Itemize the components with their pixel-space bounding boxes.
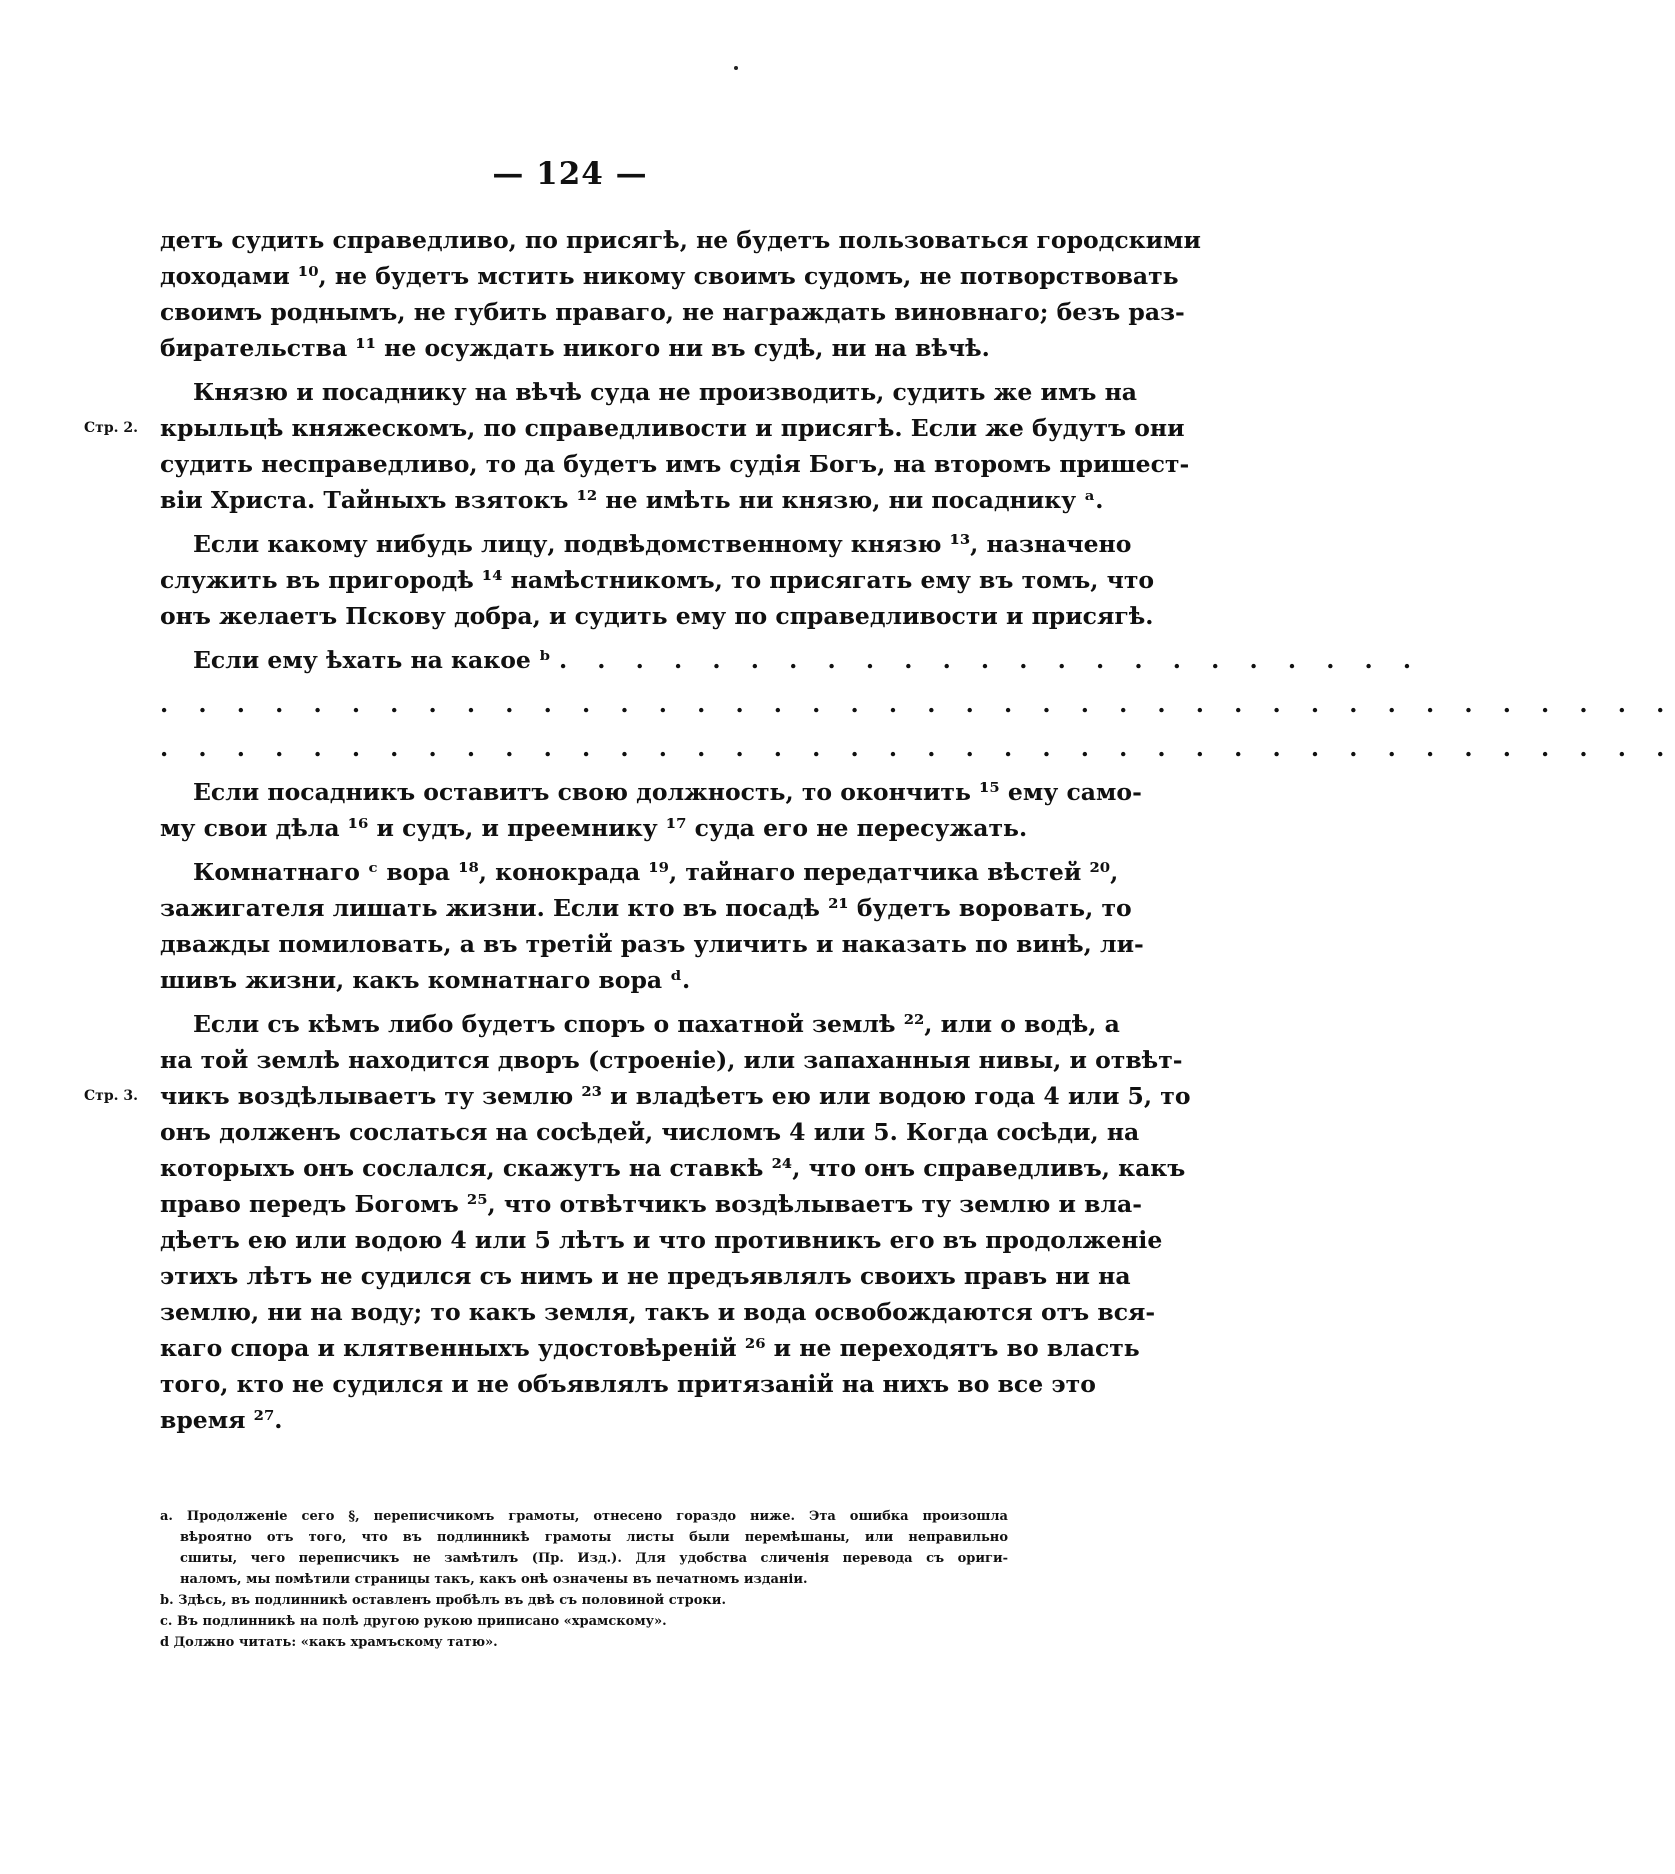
ellipsis-dots: . . . . . . . . . . . . . . . . . . . . . . . . . . . . . . . . . . . . . . . .: [160, 690, 1675, 718]
text-line: шивъ жизни, какъ комнатнаго вора ᵈ.: [160, 966, 691, 994]
page-number: — 124 —: [492, 156, 648, 192]
text-line: дважды помиловать, а въ третій разъ уличить и наказать по винѣ, ли-: [160, 930, 1144, 958]
ellipsis-dots: . . . . . . . . . . . . . . . . . . . . . . . . . . . . . . . . . . . . . . . .: [160, 734, 1675, 762]
footnote-a-line: вѣроятно отъ того, что въ подлинникѣ грамоты листы были перемѣшаны, или неправильно: [180, 1530, 1008, 1545]
text-line: служить въ пригородѣ ¹⁴ намѣстникомъ, то присягать ему въ томъ, что: [160, 566, 1155, 594]
footnote-b: b. Здѣсь, въ подлинникѣ оставленъ пробѣлъ въ двѣ съ половиной строки.: [160, 1593, 726, 1608]
footnotes: [160, 1506, 1008, 1653]
text-line: бирательства ¹¹ не осуждать никого ни въ судѣ, ни на вѣчѣ.: [160, 334, 990, 362]
text-line: судить несправедливо, то да будетъ имъ судія Богъ, на второмъ пришест-: [160, 450, 1190, 478]
text-line: [160, 642, 1423, 678]
dots-line: [160, 686, 1675, 722]
text-line: онъ долженъ сослаться на сосѣдей, числомъ 4 или 5. Когда сосѣди, на: [160, 1118, 1140, 1146]
text-line: зажигателя лишать жизни. Если кто въ посадѣ ²¹ будетъ воровать, то: [160, 894, 1132, 922]
text-line: того, кто не судился и не объявлялъ притязаній на нихъ во все это: [160, 1370, 1096, 1398]
text-line: на той землѣ находится дворъ (строеніе), или запаханныя нивы, и отвѣт-: [160, 1046, 1183, 1074]
text-line: Князю и посаднику на вѣчѣ суда не производить, судить же имъ на: [193, 378, 1138, 406]
footnote-a-line: наломъ, мы помѣтили страницы такъ, какъ онѣ означены въ печатномъ изданіи.: [180, 1572, 808, 1587]
margin-note-page-3: Стр. 3.: [84, 1088, 138, 1104]
ellipsis-dots: . . . . . . . . . . . . . . . . . . . . . . .: [558, 646, 1423, 674]
text-line: землю, ни на воду; то какъ земля, такъ и вода освобождаются отъ вся-: [160, 1298, 1156, 1326]
footnote-d: d Должно читать: «какъ храмъскому татю».: [160, 1635, 498, 1650]
text-line-start: Если ему ѣхать на какое ᵇ: [193, 646, 551, 674]
text-line: своимъ роднымъ, не губить праваго, не награждать виновнаго; безъ раз-: [160, 298, 1185, 326]
text-line: доходами ¹⁰, не будетъ мстить никому своимъ судомъ, не потворствовать: [160, 262, 1179, 290]
text-line: Если какому нибудь лицу, подвѣдомственному князю ¹³, назначено: [193, 530, 1132, 558]
text-line: онъ желаетъ Пскову добра, и судить ему по справедливости и присягѣ.: [160, 602, 1154, 630]
text-line: которыхъ онъ сослался, скажутъ на ставкѣ ²⁴, что онъ справедливъ, какъ: [160, 1154, 1186, 1182]
main-text: [84, 222, 1675, 1438]
text-line: право передъ Богомъ ²⁵, что отвѣтчикъ воздѣлываетъ ту землю и вла-: [160, 1190, 1142, 1218]
text-line: Комнатнаго ᶜ вора ¹⁸, конокрада ¹⁹, тайнаго передатчика вѣстей ²⁰,: [193, 858, 1119, 886]
text-line: каго спора и клятвенныхъ удостовѣреній ²⁶ и не переходятъ во власть: [160, 1334, 1140, 1362]
text-line: этихъ лѣтъ не судился съ нимъ и не предъявлялъ своихъ правъ ни на: [160, 1262, 1131, 1290]
text-line: время ²⁷.: [160, 1406, 283, 1434]
margin-note-page-2: Стр. 2.: [84, 420, 138, 436]
text-line: Если съ кѣмъ либо будетъ споръ о пахатной землѣ ²², или о водѣ, а: [193, 1010, 1120, 1038]
footnote-a-line: сшиты, чего переписчикъ не замѣтилъ (Пр. Изд.). Для удобства сличенія перевода съ ориги-: [180, 1551, 1008, 1566]
text-line: крыльцѣ княжескомъ, по справедливости и присягѣ. Если же будутъ они: [160, 414, 1185, 442]
text-line: чикъ воздѣлываетъ ту землю ²³ и владѣетъ ею или водою года 4 или 5, то: [160, 1082, 1191, 1110]
footnote-c: c. Въ подлинникѣ на полѣ другою рукою приписано «храмскому».: [160, 1614, 667, 1629]
text-line: дѣетъ ею или водою 4 или 5 лѣтъ и что противникъ его въ продолженіе: [160, 1226, 1163, 1254]
text-line: віи Христа. Тайныхъ взятокъ ¹² не имѣть ни князю, ни посаднику ᵃ.: [160, 486, 1104, 514]
text-line: Если посадникъ оставитъ свою должность, то окончить ¹⁵ ему само-: [193, 778, 1142, 806]
footnote-a-line: a. Продолженіе сего §, переписчикомъ грамоты, отнесено гораздо ниже. Эта ошибка произошла: [160, 1509, 1008, 1524]
text-line: детъ судить справедливо, по присягѣ, не будетъ пользоваться городскими: [160, 226, 1201, 254]
text-line: му свои дѣла ¹⁶ и судъ, и преемнику ¹⁷ суда его не пересужать.: [160, 814, 1028, 842]
dots-line: [160, 730, 1675, 766]
ink-speck: [734, 66, 738, 70]
